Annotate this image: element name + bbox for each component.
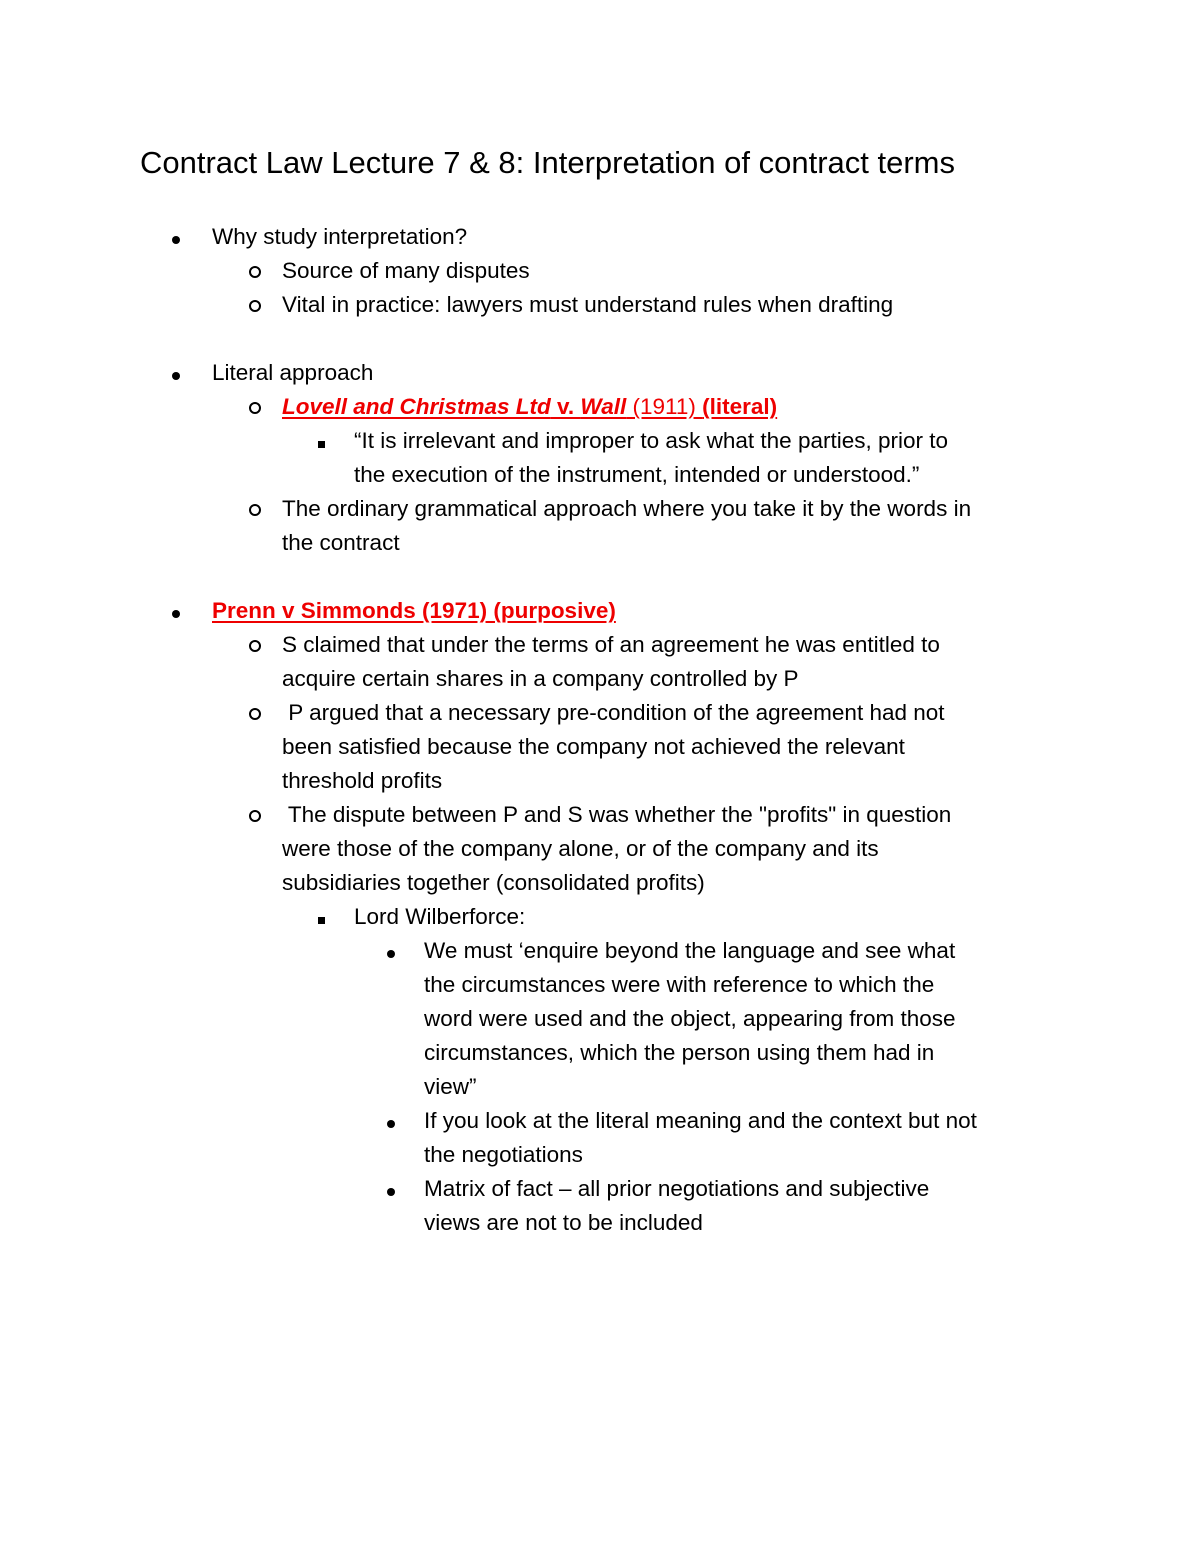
list-item-continued: been satisfied because the company not achieved the relevant: [282, 734, 905, 759]
list-item: The dispute between P and S was whether the "profits" in question: [282, 802, 952, 827]
quote-line: “It is irrelevant and improper to ask what the parties, prior to: [354, 428, 949, 453]
case-year: (1911): [626, 394, 703, 419]
quote-line: the execution of the instrument, intended or understood.”: [354, 462, 920, 487]
list-item: We must ‘enquire beyond the language and see what: [424, 938, 956, 963]
list-item-continued: word were used and the object, appearing from those: [424, 1006, 956, 1031]
bullet-circle-icon: [249, 798, 261, 832]
bullet-circle-icon: [249, 254, 261, 288]
bullet-circle-icon: [249, 696, 261, 730]
list-item: P argued that a necessary pre-condition of the agreement had not: [282, 700, 945, 725]
bullet-dot-icon: [387, 934, 395, 968]
bullet-dot-icon: [387, 1104, 395, 1138]
list-item-continued: the circumstances were with reference to which the: [424, 972, 935, 997]
list-item: S claimed that under the terms of an agreement he was entitled to: [282, 632, 940, 657]
list-item-continued: the negotiations: [424, 1142, 583, 1167]
list-item-continued: subsidiaries together (consolidated profits): [282, 870, 705, 895]
case-name: Lovell and Christmas Ltd: [282, 394, 551, 419]
list-item-continued: threshold profits: [282, 768, 443, 793]
page-title: Contract Law Lecture 7 & 8: Interpretation of contract terms: [140, 145, 956, 180]
list-item-continued: view”: [424, 1074, 477, 1099]
bullet-dot-icon: [387, 1172, 395, 1206]
case-tag: (literal): [702, 394, 778, 419]
list-item-continued: circumstances, which the person using them had in: [424, 1040, 935, 1065]
bullet-dot-icon: [172, 594, 180, 628]
list-item-continued: the contract: [282, 530, 400, 555]
case-party: Wall: [580, 394, 627, 419]
list-item-continued: were those of the company alone, or of the company and its: [282, 836, 879, 861]
bullet-dot-icon: [172, 220, 180, 254]
bullet-square-icon: [318, 424, 325, 458]
bullet-circle-icon: [249, 492, 261, 526]
bullet-square-icon: [318, 900, 325, 934]
heading-literal-approach: Literal approach: [212, 360, 374, 385]
case-citation-lovell: [282, 390, 777, 424]
list-item: Vital in practice: lawyers must understand rules when drafting: [282, 292, 894, 317]
bullet-dot-icon: [172, 356, 180, 390]
bullet-circle-icon: [249, 628, 261, 662]
list-item: Source of many disputes: [282, 258, 530, 283]
list-item: The ordinary grammatical approach where you take it by the words in: [282, 496, 972, 521]
bullet-circle-icon: [249, 288, 261, 322]
list-item-continued: acquire certain shares in a company controlled by P: [282, 666, 799, 691]
bullet-circle-icon: [249, 390, 261, 424]
heading-prenn-v-simmonds: Prenn v Simmonds (1971) (purposive): [212, 598, 616, 623]
list-item-continued: views are not to be included: [424, 1210, 703, 1235]
lord-wilberforce-label: Lord Wilberforce:: [354, 904, 526, 929]
list-item: If you look at the literal meaning and the context but not: [424, 1108, 977, 1133]
case-versus: v.: [550, 394, 581, 419]
heading-why-study: Why study interpretation?: [212, 224, 468, 249]
list-item: Matrix of fact – all prior negotiations and subjective: [424, 1176, 930, 1201]
